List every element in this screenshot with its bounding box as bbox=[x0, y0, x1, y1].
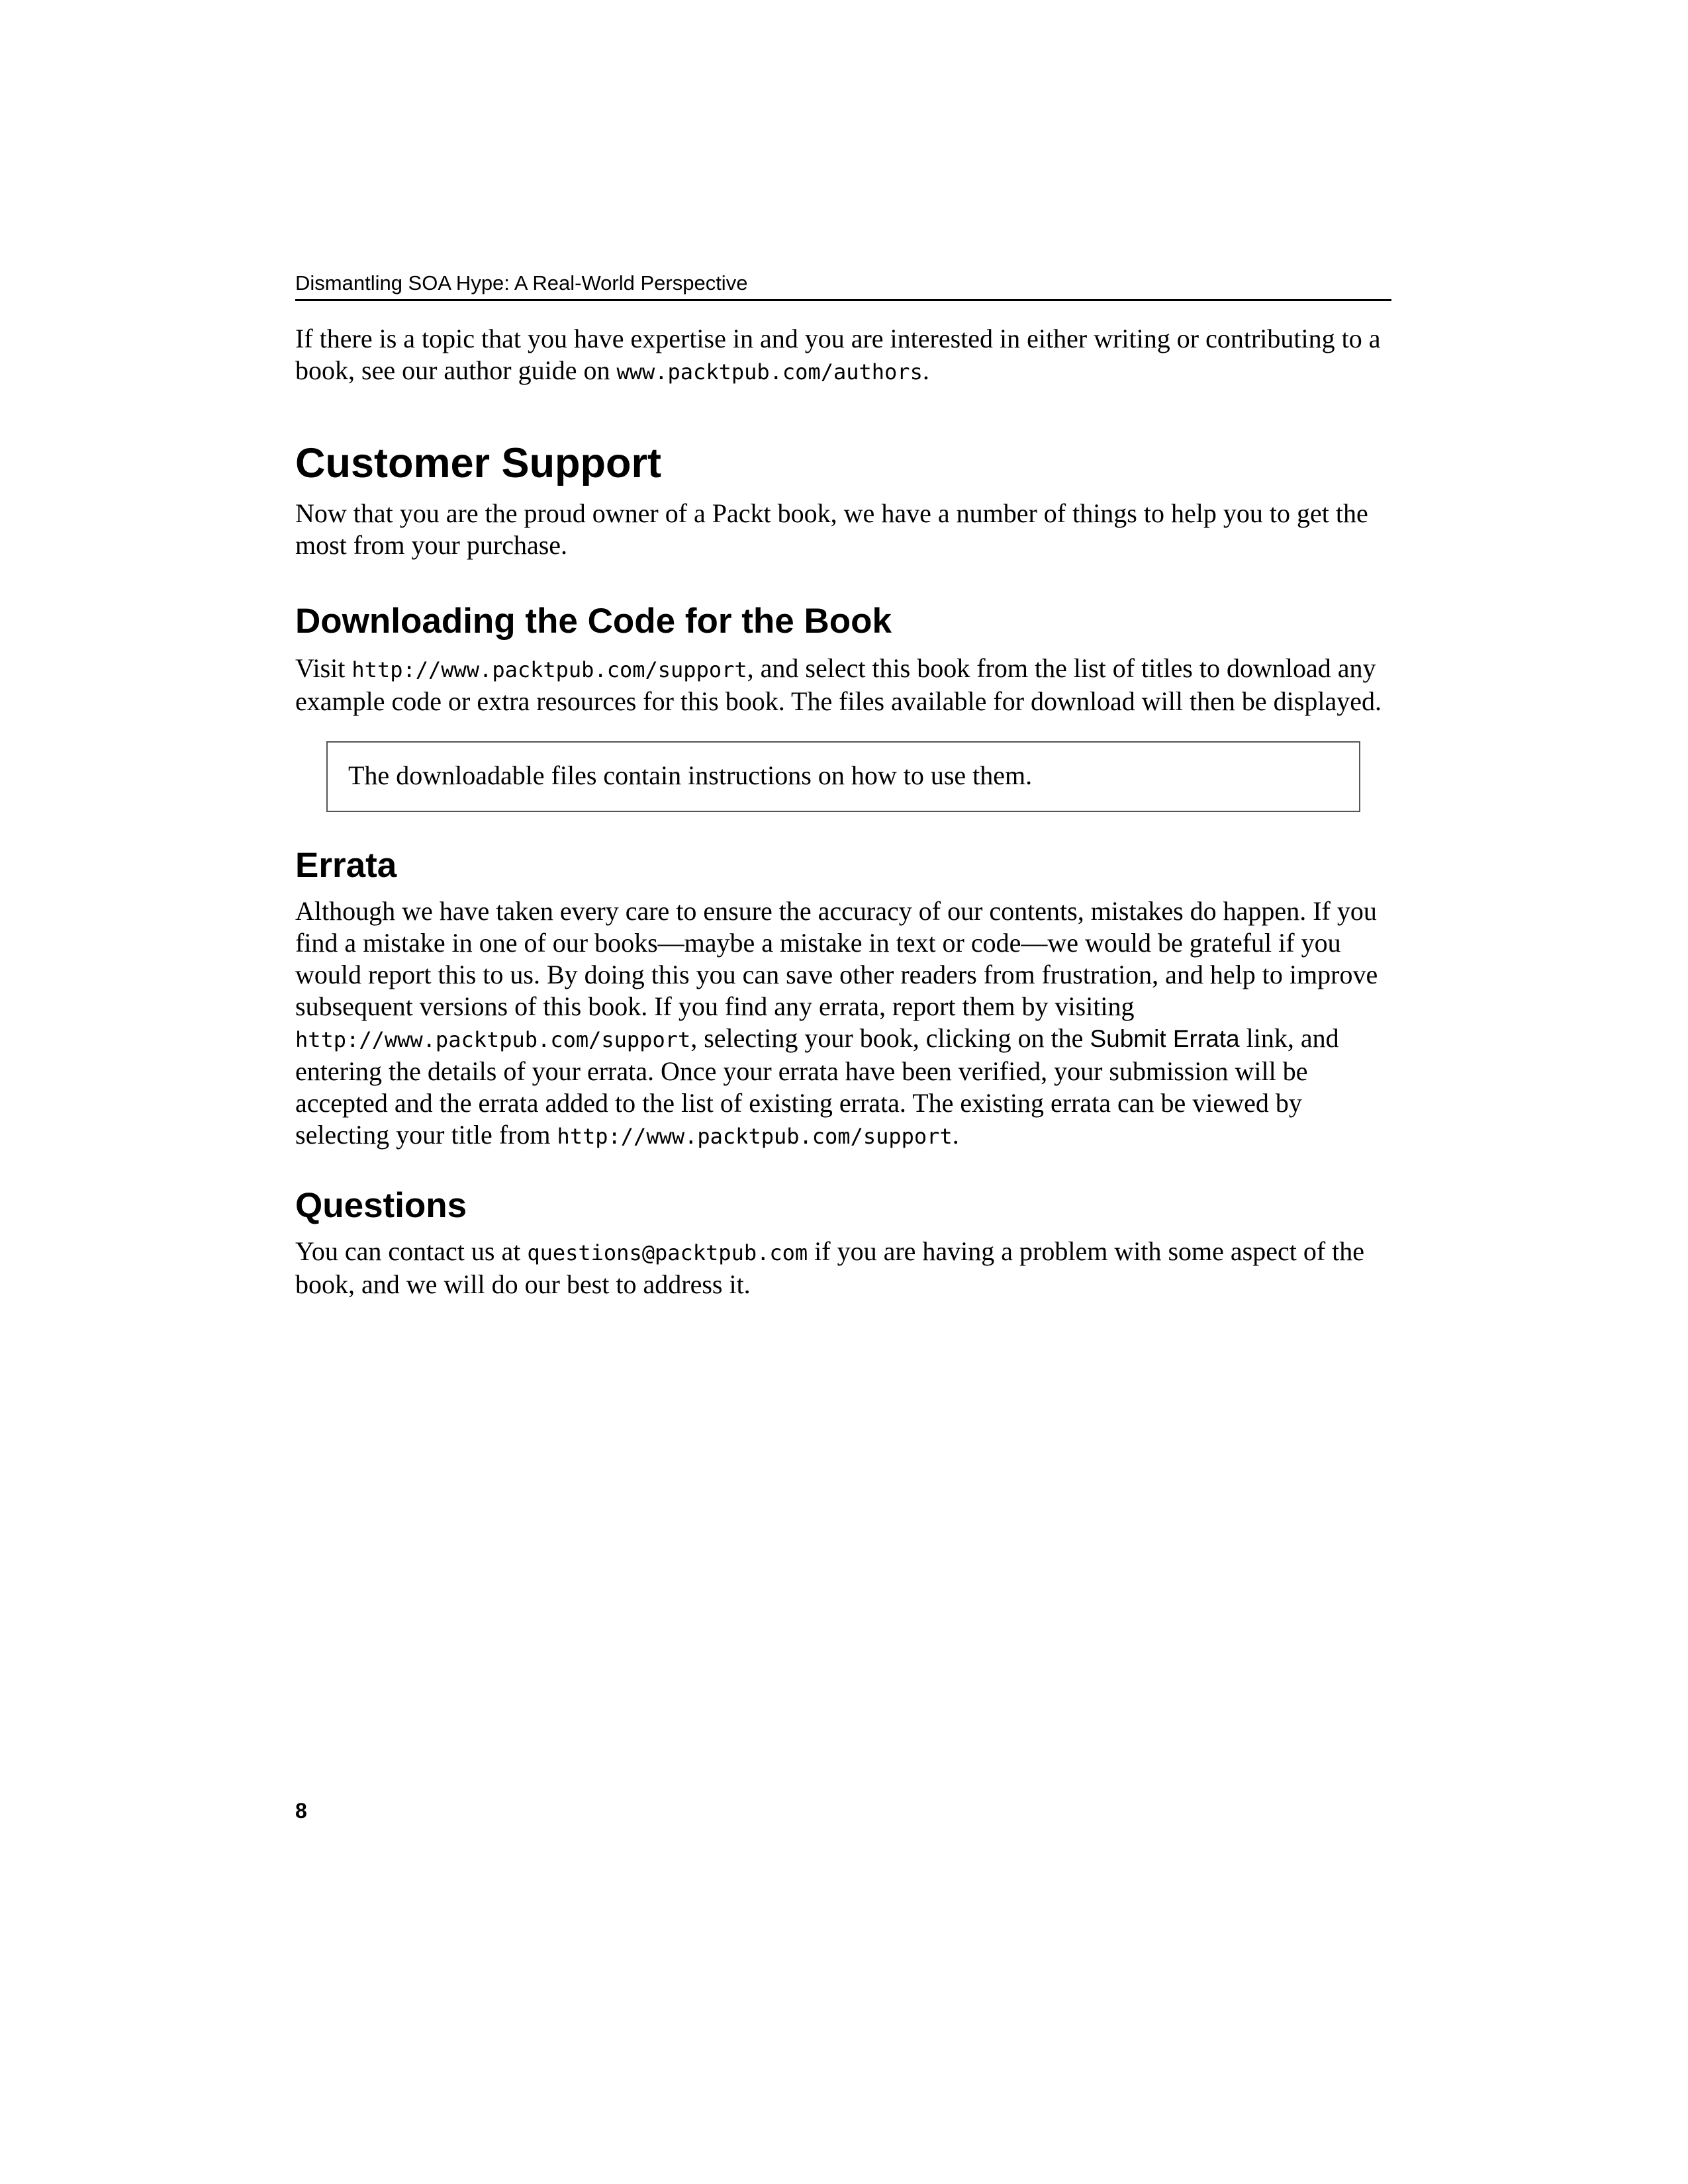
support-url[interactable]: http://www.packtpub.com/support bbox=[352, 657, 747, 682]
intro-text-end: . bbox=[922, 355, 929, 385]
questions-text: You can contact us at bbox=[295, 1236, 528, 1266]
errata-text-4: . bbox=[952, 1120, 959, 1150]
downloading-code-heading: Downloading the Code for the Book bbox=[295, 602, 892, 641]
customer-support-paragraph: Now that you are the proud owner of a Packt book, we have a number of things to help you to get the most from your purchase. bbox=[295, 498, 1368, 560]
downloading-code-paragraph bbox=[295, 653, 1395, 717]
errata-support-url-1[interactable]: http://www.packtpub.com/support bbox=[295, 1027, 691, 1052]
questions-heading: Questions bbox=[295, 1186, 467, 1225]
errata-text-3: link, and entering the details of your errata. Once your errata have been verified, your submission will be accepted and the errata added to the list of existing errata. The existing errata can be viewed by selecting your title from bbox=[295, 1023, 1339, 1150]
note-box bbox=[326, 741, 1360, 812]
errata-support-url-2[interactable]: http://www.packtpub.com/support bbox=[557, 1124, 953, 1149]
errata-heading: Errata bbox=[295, 846, 397, 885]
errata-paragraph bbox=[295, 895, 1395, 1152]
authors-url[interactable]: www.packtpub.com/authors bbox=[616, 359, 923, 385]
running-header: Dismantling SOA Hype: A Real-World Perspective bbox=[295, 271, 1391, 301]
page-number: 8 bbox=[295, 1799, 307, 1823]
submit-errata-link[interactable]: Submit Errata bbox=[1090, 1025, 1240, 1052]
errata-text-1: Although we have taken every care to ensure the accuracy of our contents, mistakes do happen. If you find a mistake in one of our books—maybe a mistake in text or code—we would be grateful if you would report this to us. By doing this you can save other readers from frustration, and help to improve subsequent versions of this book. If you find any errata, report them by visiting bbox=[295, 896, 1378, 1021]
questions-email[interactable]: questions@packtpub.com bbox=[527, 1240, 808, 1265]
errata-text-2: , selecting your book, clicking on the bbox=[690, 1023, 1090, 1053]
note-text: The downloadable files contain instructions on how to use them. bbox=[348, 760, 1033, 790]
questions-paragraph bbox=[295, 1236, 1395, 1300]
questions-text-end: if you are having a problem with some aspect of the book, and we will do our best to address it. bbox=[295, 1236, 1365, 1299]
intro-paragraph bbox=[295, 323, 1395, 388]
page-content bbox=[295, 319, 1395, 1300]
customer-support-heading: Customer Support bbox=[295, 440, 662, 486]
intro-text: If there is a topic that you have expertise in and you are interested in either writing or contributing to a book, see our author guide on bbox=[295, 324, 1381, 385]
download-text: Visit bbox=[295, 653, 352, 683]
download-text-end: , and select this book from the list of titles to download any example code or extra resources for this book. The files available for download will then be displayed. bbox=[295, 653, 1382, 716]
